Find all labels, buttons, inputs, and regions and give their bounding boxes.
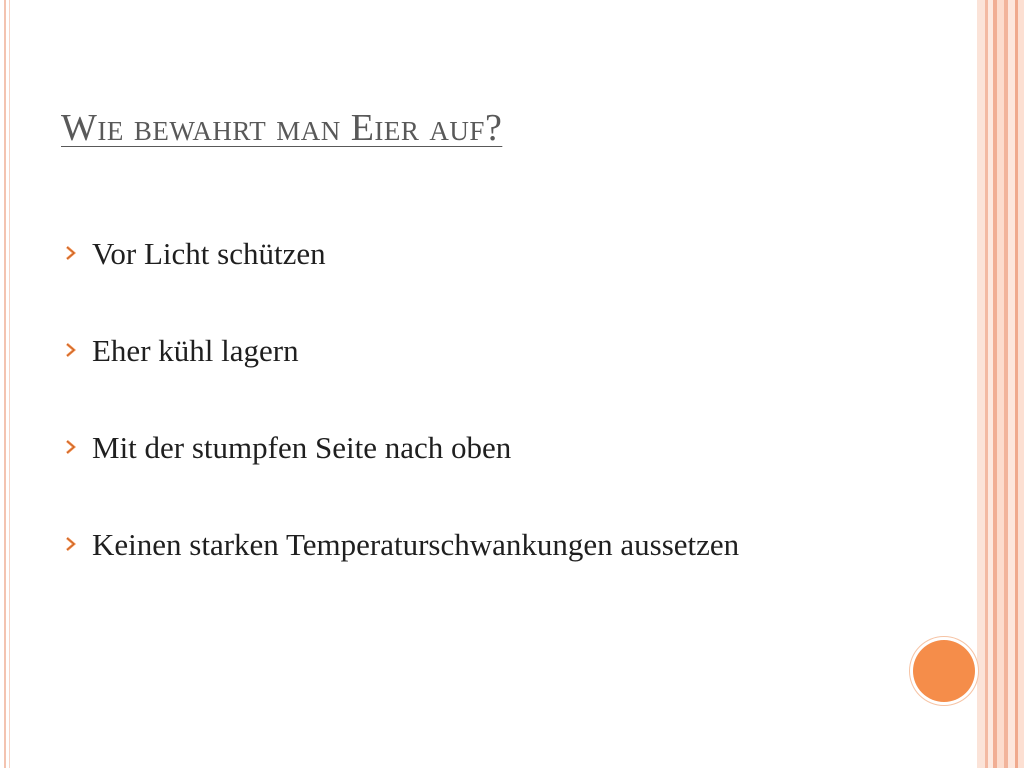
arrow-bullet-icon	[61, 341, 79, 359]
slide-title: Wie bewahrt man Eier auf?	[61, 107, 503, 149]
left-border-line-inner	[9, 0, 10, 768]
arrow-bullet-icon	[61, 244, 79, 262]
bullet-list	[61, 234, 921, 622]
bullet-item	[61, 331, 921, 371]
right-decorative-stripe	[977, 0, 985, 768]
right-decorative-stripe	[997, 0, 1004, 768]
right-decorative-stripe	[1008, 0, 1015, 768]
left-border-line	[4, 0, 6, 768]
bullet-item	[61, 234, 921, 274]
arrow-bullet-icon	[61, 438, 79, 456]
bullet-item	[61, 525, 921, 565]
bullet-text: Eher kühl lagern	[92, 333, 299, 368]
bullet-text: Vor Licht schützen	[92, 236, 326, 271]
arrow-bullet-icon	[61, 535, 79, 553]
bullet-text: Mit der stumpfen Seite nach oben	[92, 430, 512, 465]
bullet-item	[61, 428, 921, 468]
bullet-text: Keinen starken Temperaturschwankungen aussetzen	[92, 527, 740, 562]
decorative-orange-circle	[913, 640, 975, 702]
right-decorative-stripe	[1018, 0, 1024, 768]
